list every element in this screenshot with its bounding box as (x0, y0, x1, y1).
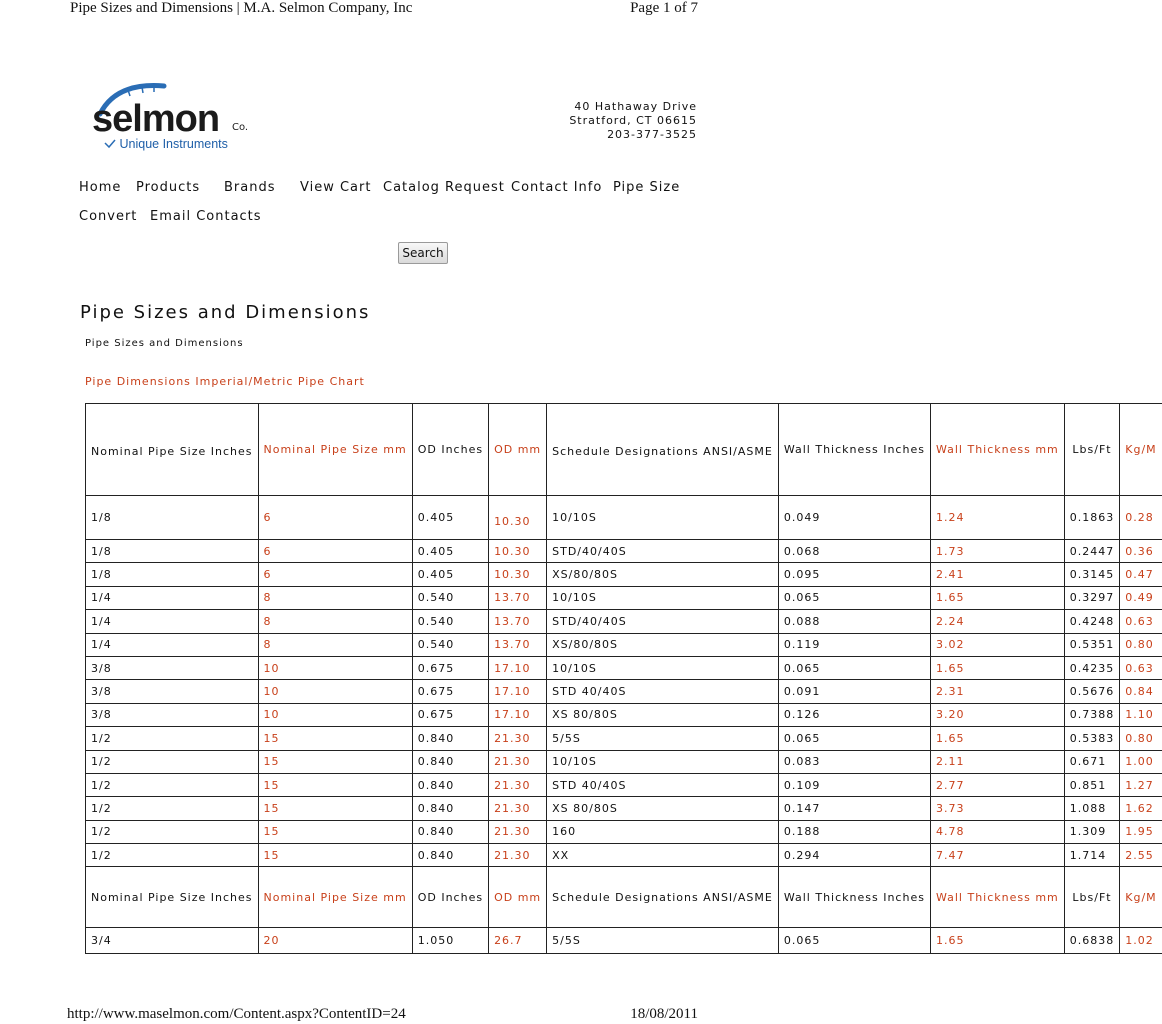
cell-lbs-ft: 1.088 (1064, 797, 1120, 820)
cell-kg-m: 1.00 (1120, 750, 1162, 773)
cell-wall-inches: 0.188 (778, 820, 930, 843)
address-street: 40 Hathaway Drive (574, 100, 697, 113)
cell-nominal-inches: 1/2 (86, 844, 259, 867)
cell-lbs-ft: 0.4235 (1064, 656, 1120, 679)
cell-schedule: 5/5S (547, 727, 779, 750)
cell-od-mm: 10.30 (489, 496, 547, 540)
cell-od-inches: 0.675 (412, 703, 488, 726)
cell-wall-inches: 0.294 (778, 844, 930, 867)
header-repeat-nominal-mm: Nominal Pipe Size mm (258, 867, 412, 928)
cell-od-mm: 10.30 (489, 563, 547, 586)
table-row (86, 750, 1162, 773)
cell-schedule: 10/10S (547, 586, 779, 609)
cell-od-inches: 0.405 (412, 563, 488, 586)
cell-od-mm: 21.30 (489, 797, 547, 820)
cell-kg-m: 2.55 (1120, 844, 1162, 867)
cell-od-mm: 17.10 (489, 703, 547, 726)
cell-lbs-ft: 0.3145 (1064, 563, 1120, 586)
cell-nominal-mm: 10 (258, 703, 412, 726)
table-row (86, 496, 1162, 540)
cell-nominal-inches: 1/8 (86, 540, 259, 563)
cell-od-inches: 0.840 (412, 844, 488, 867)
nav-contact-info[interactable]: Contact Info (511, 180, 603, 195)
cell-nominal-inches: 1/2 (86, 773, 259, 796)
header-repeat-nominal-inches: Nominal Pipe Size Inches (86, 867, 259, 928)
cell-kg-m: 0.63 (1120, 656, 1162, 679)
cell-nominal-mm: 6 (258, 540, 412, 563)
table-row (86, 820, 1162, 843)
table-row (86, 844, 1162, 867)
cell-lbs-ft: 1.309 (1064, 820, 1120, 843)
cell-nominal-mm: 6 (258, 496, 412, 540)
cell-nominal-mm: 15 (258, 820, 412, 843)
header-repeat-kg-m: Kg/M (1120, 867, 1162, 928)
cell-schedule: STD/40/40S (547, 610, 779, 633)
header-nominal-mm: Nominal Pipe Size mm (258, 404, 412, 496)
cell-nominal-inches: 1/4 (86, 633, 259, 656)
cell-od-inches: 0.540 (412, 586, 488, 609)
cell-od-inches: 0.405 (412, 540, 488, 563)
cell-kg-m: 0.47 (1120, 563, 1162, 586)
cell-kg-m: 0.36 (1120, 540, 1162, 563)
cell-wall-inches: 0.147 (778, 797, 930, 820)
cell-wall-mm: 2.24 (930, 610, 1064, 633)
cell-nominal-mm: 20 (258, 928, 412, 954)
cell-nominal-mm: 15 (258, 773, 412, 796)
cell-nominal-inches: 1/8 (86, 563, 259, 586)
cell-wall-inches: 0.049 (778, 496, 930, 540)
header-kg-m: Kg/M (1120, 404, 1162, 496)
cell-od-inches: 0.840 (412, 750, 488, 773)
footer-url: http://www.maselmon.com/Content.aspx?ContentID=24 (67, 1006, 406, 1022)
cell-wall-inches: 0.095 (778, 563, 930, 586)
cell-nominal-inches: 3/8 (86, 703, 259, 726)
table-row (86, 773, 1162, 796)
table-row (86, 680, 1162, 703)
cell-kg-m: 1.62 (1120, 797, 1162, 820)
header-schedule: Schedule Designations ANSI/ASME (547, 404, 779, 496)
cell-wall-mm: 1.65 (930, 727, 1064, 750)
cell-od-mm: 13.70 (489, 633, 547, 656)
cell-od-mm: 10.30 (489, 540, 547, 563)
cell-wall-mm: 3.02 (930, 633, 1064, 656)
nav-home[interactable]: Home (79, 180, 122, 195)
cell-kg-m: 1.27 (1120, 773, 1162, 796)
cell-schedule: XS/80/80S (547, 633, 779, 656)
cell-od-inches: 0.840 (412, 773, 488, 796)
cell-od-mm: 17.10 (489, 680, 547, 703)
cell-wall-mm: 1.65 (930, 656, 1064, 679)
table-row (86, 563, 1162, 586)
nav-brands[interactable]: Brands (224, 180, 276, 195)
header-repeat-wall-inches: Wall Thickness Inches (778, 867, 930, 928)
cell-schedule: XS 80/80S (547, 797, 779, 820)
table-row (86, 928, 1162, 954)
logo-tagline (104, 137, 228, 151)
header-repeat-od-inches: OD Inches (412, 867, 488, 928)
header-repeat-lbs-ft: Lbs/Ft (1064, 867, 1120, 928)
logo-co: Co. (232, 122, 249, 133)
header-wall-inches: Wall Thickness Inches (778, 404, 930, 496)
page-subtitle: Pipe Sizes and Dimensions (85, 338, 244, 349)
cell-od-mm: 21.30 (489, 844, 547, 867)
cell-lbs-ft: 0.1863 (1064, 496, 1120, 540)
cell-lbs-ft: 0.6838 (1064, 928, 1120, 954)
cell-nominal-inches: 1/4 (86, 610, 259, 633)
cell-od-inches: 0.840 (412, 727, 488, 750)
cell-wall-mm: 3.73 (930, 797, 1064, 820)
print-header (0, 0, 768, 22)
header-od-inches: OD Inches (412, 404, 488, 496)
table-row (86, 656, 1162, 679)
cell-lbs-ft: 0.5351 (1064, 633, 1120, 656)
cell-schedule: 10/10S (547, 656, 779, 679)
cell-wall-inches: 0.065 (778, 928, 930, 954)
cell-od-inches: 0.675 (412, 680, 488, 703)
cell-nominal-inches: 3/8 (86, 680, 259, 703)
cell-wall-mm: 2.41 (930, 563, 1064, 586)
cell-wall-inches: 0.091 (778, 680, 930, 703)
cell-od-inches: 0.840 (412, 820, 488, 843)
address-phone: 203-377-3525 (607, 128, 697, 141)
cell-od-inches: 0.840 (412, 797, 488, 820)
cell-wall-inches: 0.126 (778, 703, 930, 726)
cell-wall-mm: 2.31 (930, 680, 1064, 703)
cell-schedule: STD/40/40S (547, 540, 779, 563)
cell-lbs-ft: 0.7388 (1064, 703, 1120, 726)
cell-nominal-inches: 1/4 (86, 586, 259, 609)
cell-nominal-mm: 15 (258, 750, 412, 773)
table-row (86, 586, 1162, 609)
cell-nominal-mm: 10 (258, 680, 412, 703)
cell-schedule: STD 40/40S (547, 680, 779, 703)
cell-kg-m: 0.28 (1120, 496, 1162, 540)
table-row (86, 703, 1162, 726)
cell-schedule: 10/10S (547, 750, 779, 773)
cell-od-mm: 21.30 (489, 750, 547, 773)
cell-wall-mm: 7.47 (930, 844, 1064, 867)
header-nominal-inches: Nominal Pipe Size Inches (86, 404, 259, 496)
cell-kg-m: 0.49 (1120, 586, 1162, 609)
print-header-title: Pipe Sizes and Dimensions | M.A. Selmon Company, Inc (70, 0, 413, 16)
print-footer (0, 1006, 768, 1024)
header-repeat-wall-mm: Wall Thickness mm (930, 867, 1064, 928)
table-row (86, 727, 1162, 750)
header-od-mm: OD mm (489, 404, 547, 496)
cell-schedule: XS 80/80S (547, 703, 779, 726)
cell-od-mm: 17.10 (489, 656, 547, 679)
cell-kg-m: 0.84 (1120, 680, 1162, 703)
address-city: Stratford, CT 06615 (569, 114, 697, 127)
cell-wall-mm: 1.65 (930, 586, 1064, 609)
print-header-page-number: Page 1 of 7 (630, 0, 698, 16)
cell-wall-inches: 0.068 (778, 540, 930, 563)
header-repeat-schedule: Schedule Designations ANSI/ASME (547, 867, 779, 928)
logo-wordmark: selmon (92, 98, 220, 140)
cell-kg-m: 1.10 (1120, 703, 1162, 726)
cell-lbs-ft: 0.5676 (1064, 680, 1120, 703)
cell-schedule: 5/5S (547, 928, 779, 954)
cell-nominal-inches: 1/8 (86, 496, 259, 540)
cell-schedule: XS/80/80S (547, 563, 779, 586)
cell-wall-mm: 1.24 (930, 496, 1064, 540)
nav-email-contacts[interactable]: Email Contacts (150, 209, 262, 224)
nav-catalog-request[interactable]: Catalog Request (383, 180, 505, 195)
cell-wall-inches: 0.119 (778, 633, 930, 656)
cell-wall-inches: 0.065 (778, 586, 930, 609)
header-repeat-od-mm: OD mm (489, 867, 547, 928)
cell-kg-m: 1.95 (1120, 820, 1162, 843)
cell-kg-m: 0.63 (1120, 610, 1162, 633)
logo-tagline-text: Unique Instruments (119, 137, 228, 151)
cell-wall-inches: 0.065 (778, 656, 930, 679)
cell-od-inches: 0.675 (412, 656, 488, 679)
table-row (86, 540, 1162, 563)
nav-convert[interactable]: Convert (79, 209, 138, 224)
cell-nominal-inches: 3/8 (86, 656, 259, 679)
cell-nominal-mm: 8 (258, 586, 412, 609)
cell-nominal-mm: 8 (258, 610, 412, 633)
footer-date: 18/08/2011 (630, 1006, 698, 1022)
cell-lbs-ft: 0.3297 (1064, 586, 1120, 609)
cell-wall-inches: 0.109 (778, 773, 930, 796)
cell-kg-m: 1.02 (1120, 928, 1162, 954)
table-row (86, 610, 1162, 633)
cell-wall-mm: 1.73 (930, 540, 1064, 563)
cell-od-mm: 13.70 (489, 586, 547, 609)
cell-od-mm: 26.7 (489, 928, 547, 954)
cell-schedule: XX (547, 844, 779, 867)
header-lbs-ft: Lbs/Ft (1064, 404, 1120, 496)
cell-schedule: 160 (547, 820, 779, 843)
cell-lbs-ft: 0.2447 (1064, 540, 1120, 563)
table-header-row (86, 404, 1162, 496)
nav-pipe-size[interactable]: Pipe Size (613, 180, 681, 195)
cell-nominal-inches: 3/4 (86, 928, 259, 954)
cell-lbs-ft: 1.714 (1064, 844, 1120, 867)
cell-nominal-inches: 1/2 (86, 727, 259, 750)
cell-lbs-ft: 0.5383 (1064, 727, 1120, 750)
cell-od-mm: 13.70 (489, 610, 547, 633)
pipe-dimensions-table (85, 403, 1162, 954)
cell-schedule: 10/10S (547, 496, 779, 540)
company-address (569, 100, 697, 142)
cell-od-mm: 21.30 (489, 727, 547, 750)
cell-wall-mm: 1.65 (930, 928, 1064, 954)
cell-od-mm: 21.30 (489, 820, 547, 843)
chart-title: Pipe Dimensions Imperial/Metric Pipe Chart (85, 375, 365, 388)
cell-schedule: STD 40/40S (547, 773, 779, 796)
cell-lbs-ft: 0.671 (1064, 750, 1120, 773)
cell-kg-m: 0.80 (1120, 727, 1162, 750)
nav-view-cart[interactable]: View Cart (300, 180, 372, 195)
cell-nominal-inches: 1/2 (86, 750, 259, 773)
cell-nominal-mm: 10 (258, 656, 412, 679)
cell-wall-mm: 4.78 (930, 820, 1064, 843)
cell-od-mm: 21.30 (489, 773, 547, 796)
table-row (86, 633, 1162, 656)
cell-wall-inches: 0.088 (778, 610, 930, 633)
cell-nominal-inches: 1/2 (86, 797, 259, 820)
selmon-logo[interactable] (92, 80, 252, 152)
cell-kg-m: 0.80 (1120, 633, 1162, 656)
search-button[interactable]: Search (398, 242, 448, 264)
cell-nominal-mm: 8 (258, 633, 412, 656)
cell-lbs-ft: 0.851 (1064, 773, 1120, 796)
cell-wall-mm: 3.20 (930, 703, 1064, 726)
table-row (86, 797, 1162, 820)
cell-od-inches: 0.405 (412, 496, 488, 540)
page-title: Pipe Sizes and Dimensions (80, 302, 371, 323)
cell-od-inches: 0.540 (412, 633, 488, 656)
checkmark-icon (104, 139, 116, 149)
header-wall-mm: Wall Thickness mm (930, 404, 1064, 496)
nav-products[interactable]: Products (136, 180, 201, 195)
cell-nominal-mm: 15 (258, 844, 412, 867)
cell-nominal-mm: 15 (258, 797, 412, 820)
cell-nominal-inches: 1/2 (86, 820, 259, 843)
cell-od-inches: 0.540 (412, 610, 488, 633)
table-header-row-repeat (86, 867, 1162, 928)
cell-wall-mm: 2.77 (930, 773, 1064, 796)
cell-nominal-mm: 6 (258, 563, 412, 586)
cell-lbs-ft: 0.4248 (1064, 610, 1120, 633)
cell-nominal-mm: 15 (258, 727, 412, 750)
cell-wall-inches: 0.083 (778, 750, 930, 773)
cell-wall-mm: 2.11 (930, 750, 1064, 773)
cell-wall-inches: 0.065 (778, 727, 930, 750)
cell-od-inches: 1.050 (412, 928, 488, 954)
